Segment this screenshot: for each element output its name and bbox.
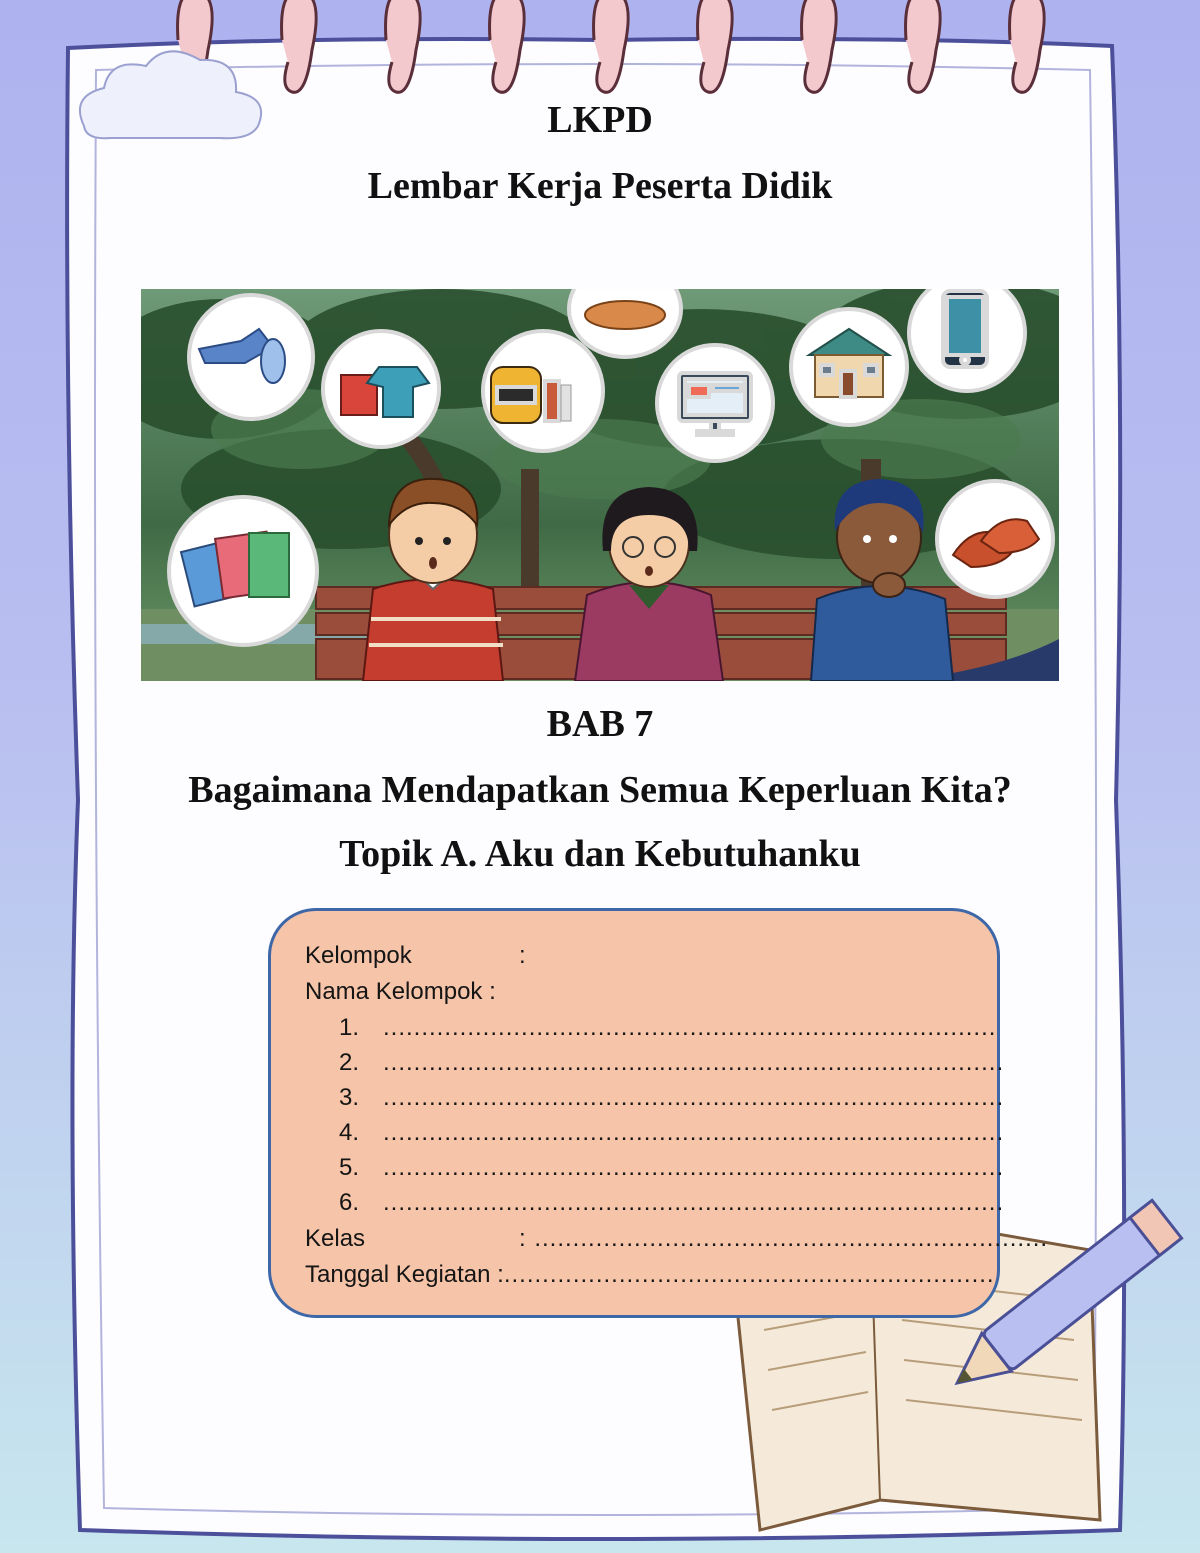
kelompok-label: Kelompok [305,942,412,969]
bubble-bag [483,331,603,451]
tanggal-field[interactable]: ................................................................ [503,1261,995,1288]
member-dots: ................................................................................. [383,1154,1005,1181]
bubble-toys [189,295,313,419]
kelas-field[interactable]: : ................................................................... [519,1225,1049,1252]
bubble-clothes [323,331,439,447]
member-number: 2. [339,1049,360,1076]
kelompok-row [305,941,905,971]
bubble-shoes [937,481,1053,597]
member-line-1[interactable] [271,1013,997,1043]
tanggal-row[interactable] [305,1260,995,1290]
nama-kelompok-row [305,977,496,1007]
member-line-6[interactable] [271,1188,1005,1218]
member-line-2[interactable] [271,1048,1005,1078]
page-subtitle: Lembar Kerja Peserta Didik [367,165,833,207]
kelas-label: Kelas [305,1225,366,1252]
member-number: 5. [339,1154,360,1181]
member-dots: ................................................................................. [383,1049,1005,1076]
member-number: 3. [339,1084,360,1111]
bubble-computer [657,345,773,461]
member-line-4[interactable] [271,1118,1005,1148]
group-info-form [268,908,1049,1318]
banner-illustration [141,289,1059,681]
topic-title: Topik A. Aku dan Kebutuhanku [339,833,861,875]
bubble-money [169,497,317,645]
kelas-row[interactable] [305,1224,1049,1254]
member-number: 4. [339,1119,360,1146]
chapter-title: Bagaimana Mendapatkan Semua Keperluan Kita? [188,769,1012,811]
member-dots: ................................................................................. [383,1084,1005,1111]
member-dots: ................................................................................. [383,1189,1005,1216]
kelompok-colon: : [519,942,526,969]
park-scene [141,289,1059,681]
page-title: LKPD [547,99,653,141]
member-line-3[interactable] [271,1083,1005,1113]
member-dots: ................................................................................. [383,1119,1005,1146]
member-line-5[interactable] [271,1153,1005,1183]
tanggal-label: Tanggal Kegiatan : [305,1261,504,1288]
member-number: 1. [339,1014,360,1041]
bubble-house [791,309,907,425]
member-number: 6. [339,1189,360,1216]
bubble-phone [909,289,1025,391]
nama-kelompok-label: Nama Kelompok : [305,978,496,1005]
member-dots: ................................................................................ [383,1014,997,1041]
chapter-number: BAB 7 [546,703,654,745]
